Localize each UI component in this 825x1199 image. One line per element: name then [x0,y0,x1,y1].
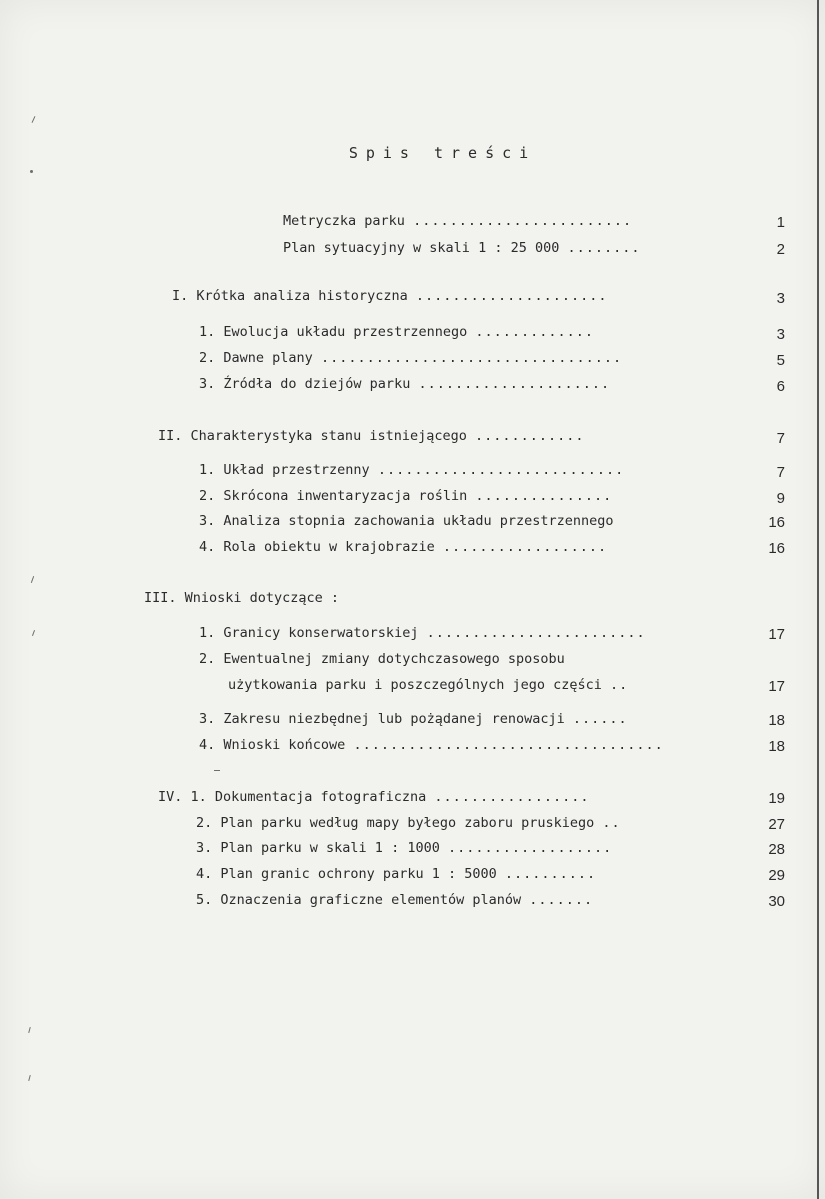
toc-label: 4. Plan granic ochrony parku 1 : 5000 [196,866,497,882]
toc-label: 1. Granicy konserwatorskiej [199,625,419,641]
toc-label: 2. Skrócona inwentaryzacja roślin [199,488,468,504]
toc-leader-dots: .................. [447,840,613,856]
toc-entry [228,676,628,694]
toc-page-number: 29 [768,867,785,884]
margin-mark [214,770,220,771]
toc-page-number: 3 [776,290,785,307]
toc-label: III. Wnioski dotyczące : [144,590,340,606]
toc-entry [196,839,612,857]
margin-mark [31,576,34,583]
toc-page-number: 16 [768,540,785,557]
toc-page-number: 7 [776,464,785,481]
toc-page-number: 2 [776,241,785,258]
toc-label: 1. Ewolucja układu przestrzennego [199,324,468,340]
toc-page-number: 1 [776,214,785,231]
margin-mark [32,116,36,123]
toc-label: 3. Analiza stopnia zachowania układu przestrzennego [199,513,614,529]
toc-label: 2. Plan parku według mapy byłego zaboru pruskiego [196,815,595,831]
margin-mark [30,170,33,173]
page-edge-line [817,0,819,1199]
toc-label: 4. Wnioski końcowe [199,737,346,753]
toc-label: 4. Rola obiektu w krajobrazie [199,539,435,555]
toc-page-number: 19 [768,790,785,807]
toc-leader-dots: ................. [434,789,590,805]
toc-label: 1. Układ przestrzenny [199,462,370,478]
toc-entry [199,736,664,754]
toc-entry [199,624,646,642]
toc-leader-dots: ............. [475,324,595,340]
toc-entry [196,814,621,832]
margin-mark [32,630,35,636]
toc-entry [199,487,612,505]
toc-entry [196,865,596,883]
toc-entry [199,538,607,556]
toc-label: Plan sytuacyjny w skali 1 : 25 000 [283,240,560,256]
toc-page-number: 6 [776,378,785,395]
toc-page-number: 7 [776,430,785,447]
toc-leader-dots: .. [610,677,629,693]
toc-label: Metryczka parku [283,213,405,229]
toc-entry [199,710,628,728]
toc-leader-dots: ..................... [415,288,608,304]
toc-leader-dots: ........................ [426,625,646,641]
toc-entry [158,788,590,806]
toc-page-number: 18 [768,738,785,755]
toc-label: IV. 1. Dokumentacja fotograficzna [158,789,427,805]
toc-label: II. Charakterystyka stanu istniejącego [158,428,467,444]
toc-page-number: 27 [768,816,785,833]
toc-leader-dots: .................. [442,539,608,555]
toc-entry [172,287,608,305]
toc-leader-dots: ................................. [320,350,623,366]
toc-entry [199,323,594,341]
toc-leader-dots: ............... [475,488,613,504]
toc-page-number: 17 [768,678,785,695]
toc-entry [199,512,614,530]
toc-leader-dots: .................................. [353,737,664,753]
toc-entry [199,375,610,393]
toc-entry [199,349,622,367]
toc-entry [199,650,565,668]
toc-page-number: 9 [776,490,785,507]
toc-entry [199,461,624,479]
page-title: Spis treści [348,144,537,162]
toc-label: użytkowania parku i poszczególnych jego części [228,677,602,693]
toc-section-heading [144,589,339,607]
toc-label: 2. Dawne plany [199,350,313,366]
margin-mark [28,1075,31,1081]
toc-leader-dots: .. [602,815,621,831]
toc-label: 3. Zakresu niezbędnej lub pożądanej renowacji [199,711,565,727]
margin-mark [28,1027,31,1033]
toc-label: I. Krótka analiza historyczna [172,288,408,304]
toc-label: 2. Ewentualnej zmiany dotychczasowego sposobu [199,651,565,667]
toc-leader-dots: ........................... [377,462,625,478]
toc-page-number: 18 [768,712,785,729]
toc-entry [283,239,641,257]
toc-page-number: 16 [768,514,785,531]
toc-entry [196,891,593,909]
toc-page-number: 28 [768,841,785,858]
toc-leader-dots: ..................... [418,376,611,392]
toc-page-number: 30 [768,893,785,910]
toc-page-number: 3 [776,326,785,343]
toc-label: 3. Źródła do dziejów parku [199,376,411,392]
toc-label: 5. Oznaczenia graficzne elementów planów [196,892,522,908]
toc-leader-dots: ...... [572,711,628,727]
toc-label: 3. Plan parku w skali 1 : 1000 [196,840,440,856]
toc-leader-dots: ....... [529,892,594,908]
toc-leader-dots: ............ [475,428,585,444]
toc-leader-dots: ........................ [413,213,633,229]
toc-leader-dots: .......... [504,866,597,882]
toc-entry [283,212,632,230]
toc-leader-dots: ........ [567,240,641,256]
toc-entry [158,427,585,445]
toc-page-number: 5 [776,352,785,369]
toc-page-number: 17 [768,626,785,643]
